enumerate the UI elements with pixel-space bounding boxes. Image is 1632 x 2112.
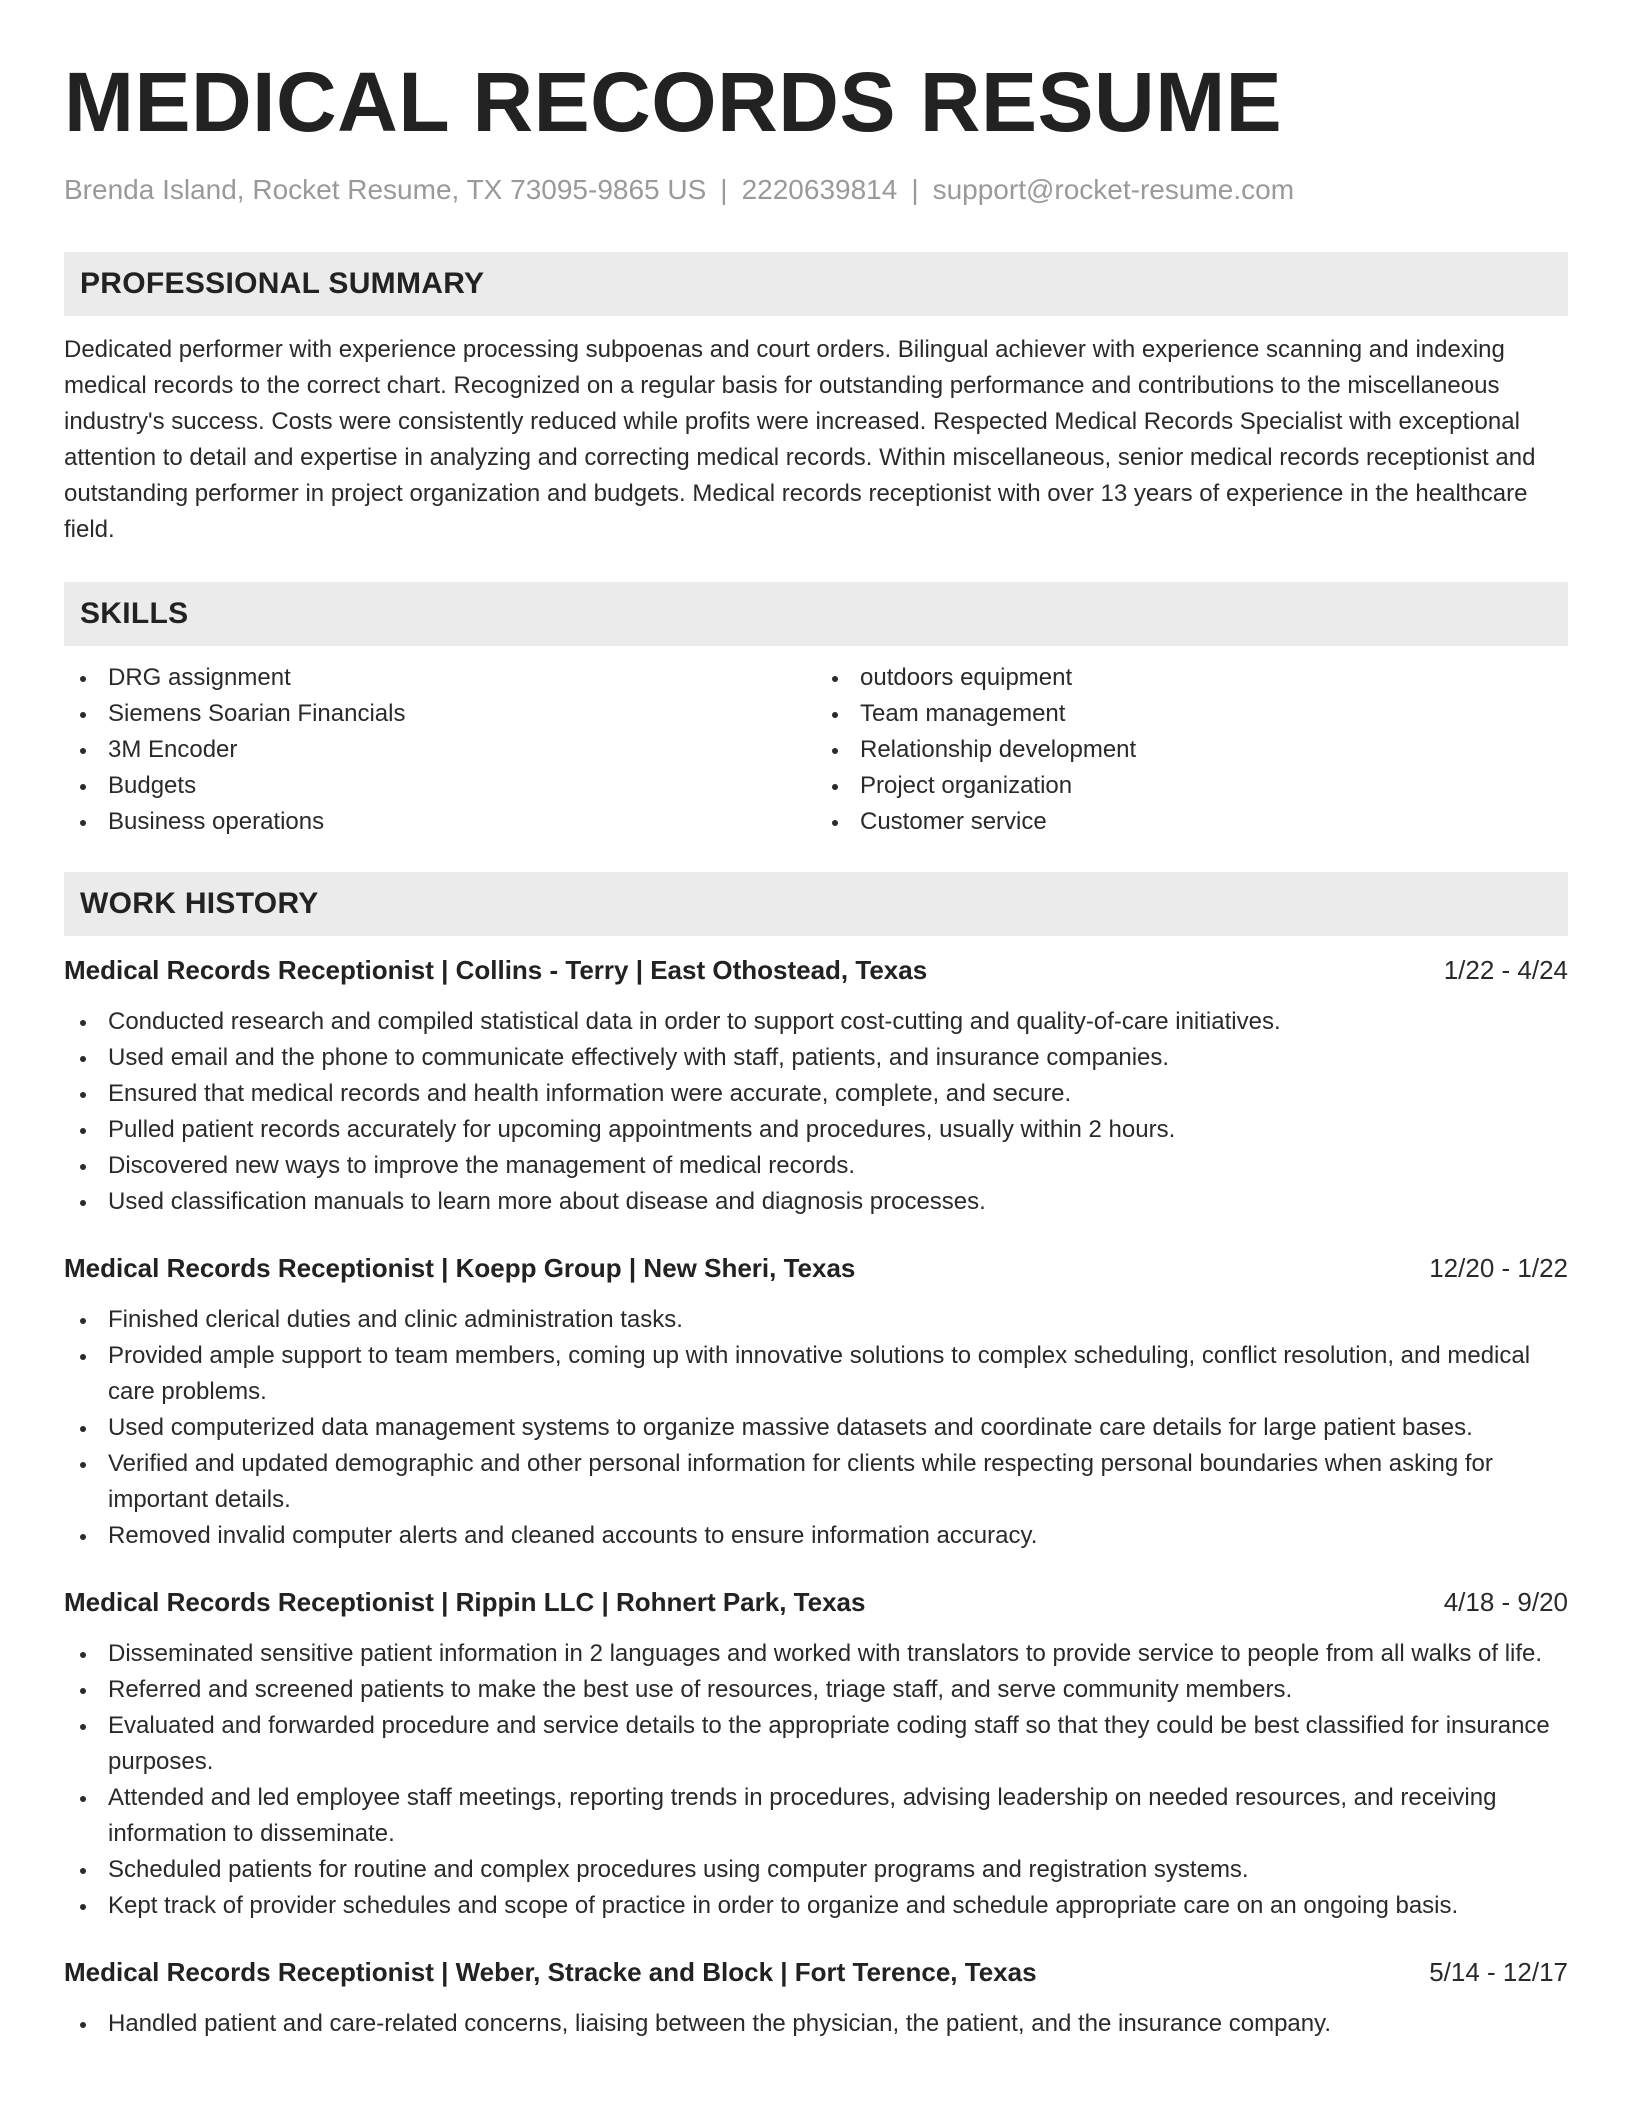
job-title: Medical Records Receptionist | Rippin LLC | Rohnert Park, Texas: [64, 1587, 866, 1617]
job-dates: 12/20 - 1/22: [1429, 1253, 1568, 1283]
job-bullet: Kept track of provider schedules and scope of practice in order to organize and schedule appropriate care on an ongoing basis.: [64, 1888, 1568, 1924]
job-bullet: Scheduled patients for routine and complex procedures using computer programs and registration systems.: [64, 1852, 1568, 1888]
job-bullets: [64, 1004, 1568, 1220]
job-bullets: [64, 1636, 1568, 1924]
skill-item: Customer service: [816, 804, 1568, 840]
job-bullet: Evaluated and forwarded procedure and service details to the appropriate coding staff so that they could be best classified for insurance purposes.: [64, 1708, 1568, 1780]
skill-item: Business operations: [64, 804, 816, 840]
job-header: [64, 1584, 1568, 1620]
job-bullet: Conducted research and compiled statistical data in order to support cost-cutting and quality-of-care initiatives.: [64, 1004, 1568, 1040]
job-bullet: Attended and led employee staff meetings, reporting trends in procedures, advising leadership on needed resources, and receiving information to disseminate.: [64, 1780, 1568, 1852]
job-bullet: Disseminated sensitive patient information in 2 languages and worked with translators to provide service to people from all walks of life.: [64, 1636, 1568, 1672]
contact-address: Brenda Island, Rocket Resume, TX 73095-9865 US: [64, 174, 707, 205]
job-bullet: Used computerized data management systems to organize massive datasets and coordinate care details for large patient bases.: [64, 1410, 1568, 1446]
job-bullet: Used classification manuals to learn more about disease and diagnosis processes.: [64, 1184, 1568, 1220]
resume-title: MEDICAL RECORDS RESUME: [64, 55, 1283, 149]
job-dates: 5/14 - 12/17: [1429, 1957, 1568, 1987]
job-title: Medical Records Receptionist | Koepp Group | New Sheri, Texas: [64, 1253, 856, 1283]
contact-phone: 2220639814: [741, 174, 898, 205]
job-bullet: Verified and updated demographic and other personal information for clients while respecting personal boundaries when asking for important details.: [64, 1446, 1568, 1518]
skill-item: Team management: [816, 696, 1568, 732]
skills-column-right: [816, 660, 1568, 840]
job-bullet: Handled patient and care-related concerns, liaising between the physician, the patient, and the insurance company.: [64, 2006, 1568, 2042]
contact-separator: |: [911, 174, 919, 205]
job-bullets: [64, 1302, 1568, 1554]
skill-item: 3M Encoder: [64, 732, 816, 768]
section-header-summary: PROFESSIONAL SUMMARY: [64, 252, 1568, 316]
job-entry: [64, 1250, 1568, 1554]
job-bullet: Removed invalid computer alerts and cleaned accounts to ensure information accuracy.: [64, 1518, 1568, 1554]
section-header-skills: SKILLS: [64, 582, 1568, 646]
job-dates: 1/22 - 4/24: [1443, 955, 1568, 985]
job-bullets: [64, 2006, 1568, 2042]
skill-item: outdoors equipment: [816, 660, 1568, 696]
job-bullet: Provided ample support to team members, coming up with innovative solutions to complex scheduling, conflict resolution, and medical care problems.: [64, 1338, 1568, 1410]
skill-item: Budgets: [64, 768, 816, 804]
job-bullet: Ensured that medical records and health information were accurate, complete, and secure.: [64, 1076, 1568, 1112]
skills-column-left: [64, 660, 816, 840]
job-bullet: Discovered new ways to improve the management of medical records.: [64, 1148, 1568, 1184]
job-bullet: Used email and the phone to communicate effectively with staff, patients, and insurance companies.: [64, 1040, 1568, 1076]
job-bullet: Finished clerical duties and clinic administration tasks.: [64, 1302, 1568, 1338]
skill-item: Project organization: [816, 768, 1568, 804]
job-header: [64, 952, 1568, 988]
job-title: Medical Records Receptionist | Collins - Terry | East Othostead, Texas: [64, 955, 928, 985]
skill-item: Relationship development: [816, 732, 1568, 768]
skills-list: [64, 660, 1568, 840]
skill-item: DRG assignment: [64, 660, 816, 696]
job-bullet: Referred and screened patients to make the best use of resources, triage staff, and serve community members.: [64, 1672, 1568, 1708]
section-header-work-history: WORK HISTORY: [64, 872, 1568, 936]
contact-email: support@rocket-resume.com: [932, 174, 1295, 205]
job-entry: [64, 1954, 1568, 2042]
job-header: [64, 1250, 1568, 1286]
job-header: [64, 1954, 1568, 1990]
summary-text: Dedicated performer with experience processing subpoenas and court orders. Bilingual achiever with experience scanning and indexing medical records to the correct chart. Recognized on a regular basis for outstanding performance and contributions to the miscellaneous industry's success. Costs were consistently reduced while profits were increased. Respected Medical Records Specialist with exceptional attention to detail and expertise in analyzing and correcting medical records. Within miscellaneous, senior medical records receptionist and outstanding performer in project organization and budgets. Medical records receptionist with over 13 years of experience in the healthcare field.: [64, 336, 1536, 543]
job-bullet: Pulled patient records accurately for upcoming appointments and procedures, usually within 2 hours.: [64, 1112, 1568, 1148]
contact-line: [64, 172, 1568, 208]
contact-separator: |: [720, 174, 728, 205]
skill-item: Siemens Soarian Financials: [64, 696, 816, 732]
job-entry: [64, 1584, 1568, 1924]
job-entry: [64, 952, 1568, 1220]
job-title: Medical Records Receptionist | Weber, Stracke and Block | Fort Terence, Texas: [64, 1957, 1037, 1987]
job-dates: 4/18 - 9/20: [1443, 1587, 1568, 1617]
